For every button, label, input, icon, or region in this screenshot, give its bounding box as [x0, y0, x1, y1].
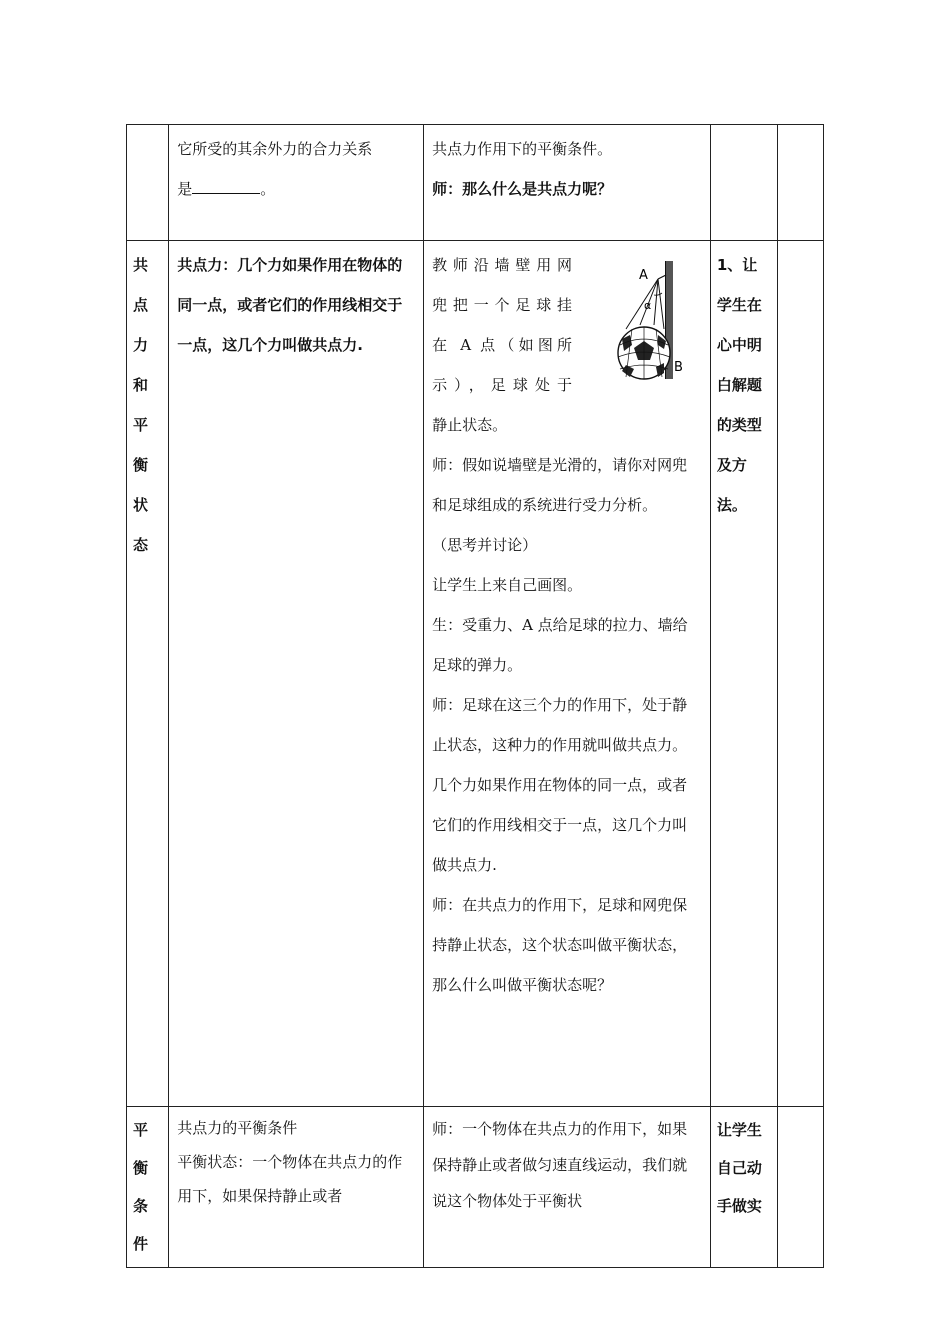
row3-content-text: 平衡状态：一个物体在共点力的作用下，如果保持静止或者: [177, 1153, 403, 1205]
row1-content-line2: 是 。: [177, 180, 276, 198]
row3-intent-cell: [710, 1107, 777, 1268]
topic-line: 条件: [133, 1197, 149, 1253]
row3-content-heading: 共点力的平衡条件: [177, 1119, 298, 1137]
row2-extra-cell: [778, 241, 824, 1107]
intro-with-figure: [432, 245, 702, 445]
rope: [658, 275, 666, 279]
row2-intent-cell: [710, 241, 777, 1107]
concurrent-force-definition: 共点力：几个力如果作用在物体的同一点，或者它们的作用线相交于一点，这几个力叫做共点力.: [177, 256, 403, 354]
table-row: [127, 125, 824, 241]
row1-extra-cell: [778, 125, 824, 241]
topic-line: 平衡: [133, 416, 149, 474]
activity-paragraph: 师：足球在这三个力的作用下，处于静止状态，这种力的作用就叫做共点力。几个力如果作用在物体的同一点，或者它们的作用线相交于一点，这几个力叫做共点力.: [432, 696, 688, 874]
row1-activity-line1: 共点力作用下的平衡条件。: [432, 140, 613, 158]
row3-intent-text: 让学生自己动手做实: [716, 1121, 762, 1215]
topic-line: 共点: [133, 256, 149, 314]
row1-topic-cell: [127, 125, 169, 241]
table-row: [127, 1107, 824, 1268]
lesson-plan-table: [126, 124, 824, 1268]
alpha-arc: [654, 293, 662, 295]
intro-line: 静止状态。: [432, 416, 508, 434]
activity-paragraph: （思考并讨论）: [432, 536, 538, 554]
label-alpha: α: [643, 299, 652, 312]
row1-activity-question: 师：那么什么是共点力呢？: [432, 180, 613, 198]
activity-paragraph: 师：在共点力的作用下，足球和网兜保持静止状态，这个状态叫做平衡状态，那么什么叫做平衡状态呢？: [432, 896, 688, 994]
net-string: [654, 279, 658, 325]
intro-line: 在 A 点（如图所: [432, 336, 573, 354]
row1-content-line1: 它所受的其余外力的合力关系: [177, 140, 373, 158]
row3-topic-cell: [127, 1107, 169, 1268]
row3-extra-cell: [778, 1107, 824, 1268]
activity-paragraph: 师：假如说墙壁是光滑的，请你对网兜和足球组成的系统进行受力分析。: [432, 456, 688, 514]
row1-activity-cell: [424, 125, 711, 241]
row2-activity-cell: [424, 241, 711, 1107]
fill-blank: [192, 179, 260, 194]
intent-text: 1、让学生在心中明白解题的类型及方法。: [716, 256, 762, 514]
topic-line: 平衡: [133, 1121, 149, 1177]
topic-line: 状态: [133, 496, 149, 554]
topic-line: 力和: [133, 336, 149, 394]
row1-content-cell: [169, 125, 424, 241]
row2-topic-cell: [127, 241, 169, 1107]
table-row: [127, 241, 824, 1107]
row2-definition-cell: [169, 241, 424, 1107]
label-a: A: [638, 268, 648, 283]
activity-paragraph: 生：受重力、A 点给足球的拉力、墙给足球的弹力。: [432, 616, 688, 674]
intro-line: 教师沿墙壁用网: [432, 256, 573, 274]
row3-activity-cell: [424, 1107, 711, 1268]
intro-line: 示），足球处于: [432, 376, 573, 394]
activity-paragraph: 让学生上来自己画图。: [432, 576, 583, 594]
row1-intent-cell: [710, 125, 777, 241]
row3-content-cell: [169, 1107, 424, 1268]
intro-line: 兜把一个足球挂: [432, 296, 573, 314]
net-string: [626, 279, 658, 329]
net-string: [658, 279, 664, 329]
row3-activity-text: 师：一个物体在共点力的作用下，如果保持静止或者做匀速直线运动，我们就说这个物体处于平衡状: [432, 1120, 688, 1210]
football-net-wall-figure: [602, 249, 702, 385]
label-b: B: [673, 360, 683, 375]
